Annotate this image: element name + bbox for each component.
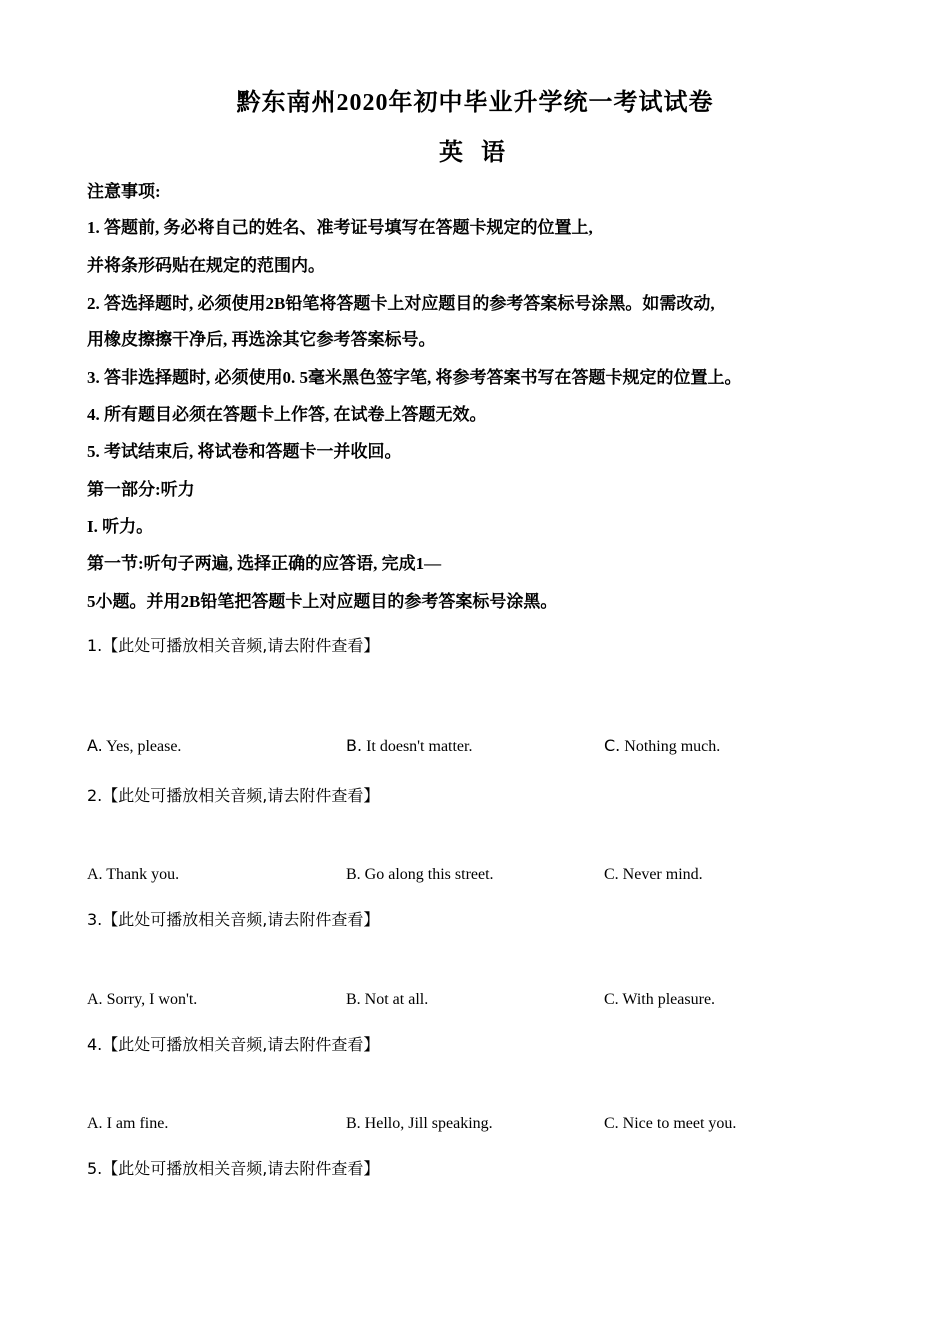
note-line-5: 3. 答非选择题时, 必须使用0. 5毫米黑色签字笔, 将参考答案书写在答题卡规定的位置上。 (87, 368, 742, 387)
option-letter: A. (87, 991, 103, 1008)
note-line-6: 4. 所有题目必须在答题卡上作答, 在试卷上答题无效。 (87, 405, 487, 424)
note-line-3: 2. 答选择题时, 必须使用2B铅笔将答题卡上对应题目的参考答案标号涂黑。如需改动, (87, 294, 715, 313)
section-instruction-line-2: 5小题。并用2B铅笔把答题卡上对应题目的参考答案标号涂黑。 (87, 592, 558, 611)
option-letter: B. (346, 991, 361, 1008)
exam-title: 黔东南州2020年初中毕业升学统一考试试卷 (236, 90, 714, 116)
question-4-option-b[interactable] (346, 1113, 493, 1135)
question-1-audio-note: 1.【此处可播放相关音频,请去附件查看】 (87, 636, 380, 655)
question-2-audio-note: 2.【此处可播放相关音频,请去附件查看】 (87, 786, 380, 805)
option-letter: C. (604, 866, 619, 883)
option-text: Nice to meet you. (618, 1115, 737, 1132)
question-4-option-a[interactable] (87, 1113, 168, 1135)
question-2-option-b[interactable] (346, 864, 494, 886)
question-4-audio-note: 4.【此处可播放相关音频,请去附件查看】 (87, 1035, 380, 1054)
option-letter: B. (346, 1115, 361, 1132)
question-1-option-c[interactable] (604, 735, 720, 758)
notes-heading: 注意事项: (87, 182, 161, 201)
question-3-option-c[interactable] (604, 989, 715, 1011)
option-text: Go along this street. (360, 866, 494, 883)
option-text: Hello, Jill speaking. (360, 1115, 493, 1132)
note-line-4: 用橡皮擦擦干净后, 再选涂其它参考答案标号。 (87, 330, 436, 349)
option-letter: A. (87, 736, 103, 755)
option-text: With pleasure. (618, 991, 716, 1008)
option-letter: C. (604, 991, 619, 1008)
question-1-option-a[interactable] (87, 735, 181, 758)
question-3-audio-note: 3.【此处可播放相关音频,请去附件查看】 (87, 910, 380, 929)
option-letter: B. (346, 866, 361, 883)
option-text: Sorry, I won't. (102, 991, 198, 1008)
question-4-option-c[interactable] (604, 1113, 736, 1135)
option-text: Nothing much. (620, 738, 721, 755)
section-instruction-line-1: 第一节:听句子两遍, 选择正确的应答语, 完成1— (87, 554, 442, 573)
question-3-option-a[interactable] (87, 989, 197, 1011)
option-text: Yes, please. (102, 738, 182, 755)
option-text: Thank you. (102, 866, 180, 883)
exam-subject: 英 语 (439, 140, 511, 166)
question-2-option-c[interactable] (604, 864, 703, 886)
question-1-option-b[interactable] (346, 735, 472, 758)
question-2-option-a[interactable] (87, 864, 179, 886)
option-letter: B. (346, 736, 363, 755)
question-5-audio-note: 5.【此处可播放相关音频,请去附件查看】 (87, 1159, 380, 1178)
note-line-1: 1. 答题前, 务必将自己的姓名、准考证号填写在答题卡规定的位置上, (87, 218, 593, 237)
option-text: Not at all. (360, 991, 429, 1008)
option-letter: C. (604, 1115, 619, 1132)
part-title: 第一部分:听力 (87, 480, 195, 499)
option-letter: A. (87, 866, 103, 883)
option-text: Never mind. (618, 866, 703, 883)
question-3-option-b[interactable] (346, 989, 428, 1011)
option-letter: A. (87, 1115, 103, 1132)
option-text: I am fine. (102, 1115, 169, 1132)
section-title: I. 听力。 (87, 517, 154, 536)
note-line-7: 5. 考试结束后, 将试卷和答题卡一并收回。 (87, 442, 402, 461)
note-line-2: 并将条形码贴在规定的范围内。 (87, 256, 325, 275)
option-letter: C. (604, 736, 621, 755)
option-text: It doesn't matter. (362, 738, 473, 755)
